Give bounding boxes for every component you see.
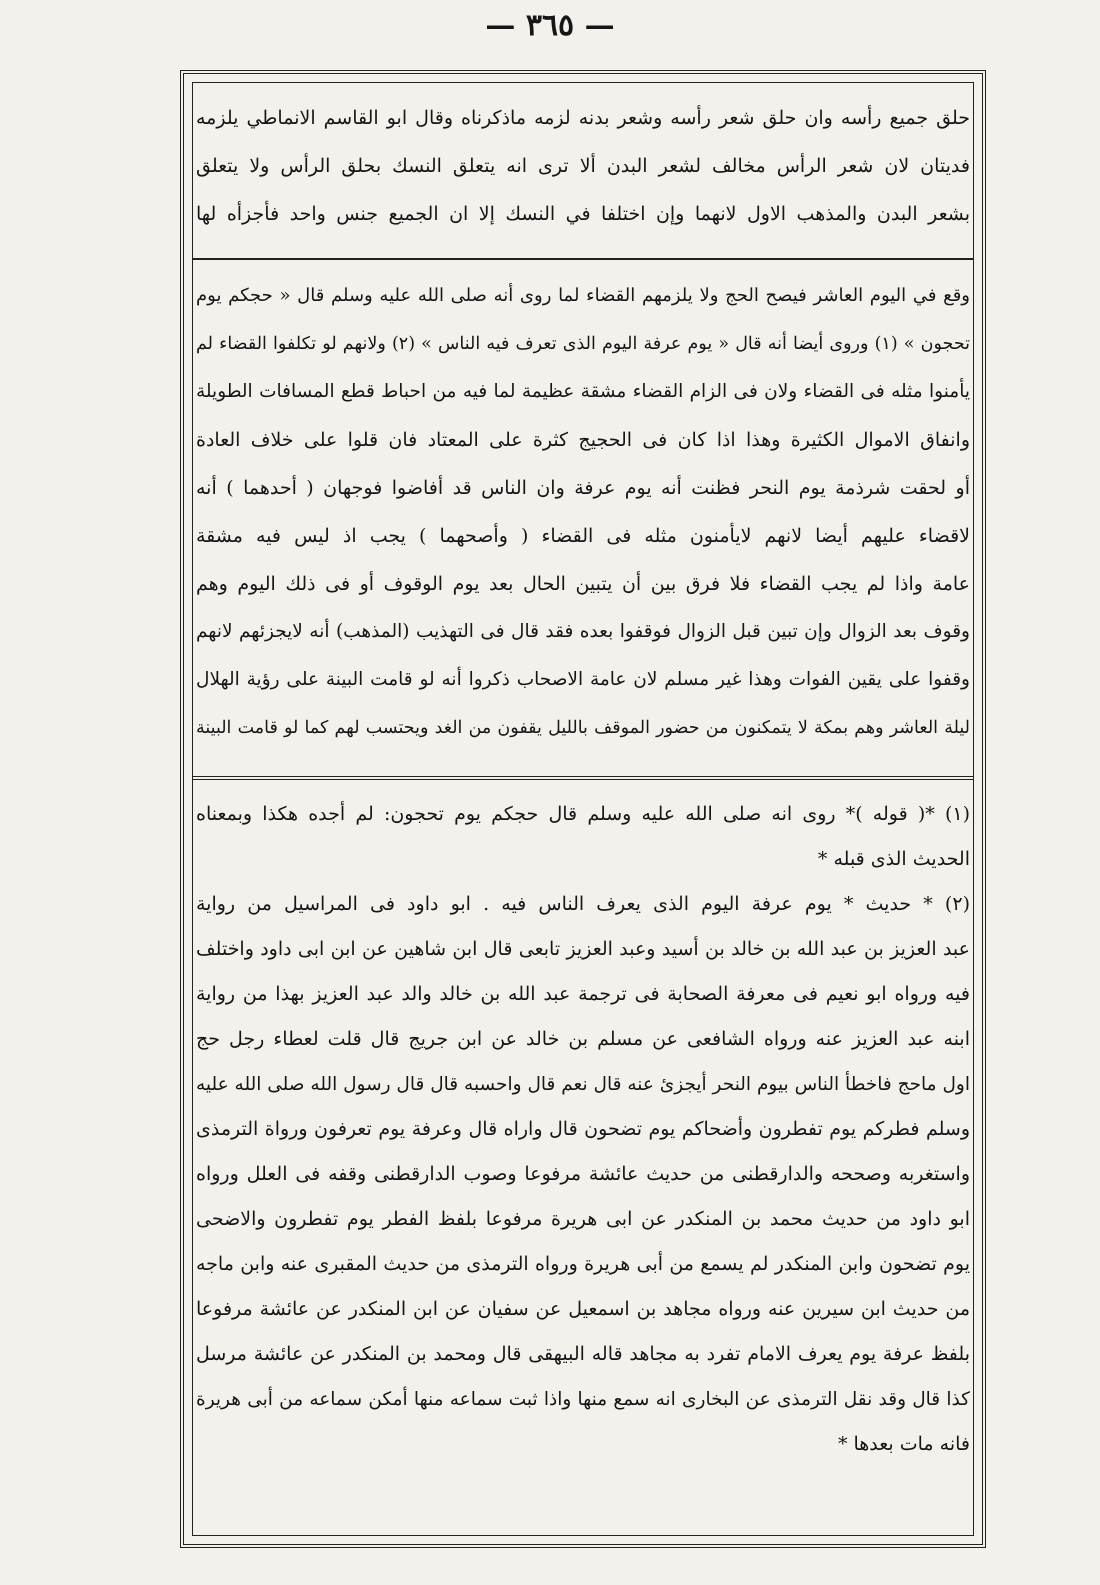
text-line: فديتان لان شعر الرأس مخالف لشعر البدن ألا ترى انه يتعلق النسك بحلق الرأس ولا يتعلق <box>196 155 970 177</box>
footnote-line: من حديث ابن سيرين عنه ورواه مجاهد بن اسمعيل عن سفيان عن ابن المنكدر عن عائشة مرفوعا <box>196 1298 970 1320</box>
text-line: وانفاق الاموال الكثيرة وهذا اذا كان فى الحجيج كثرة على المعتاد فان قلوا على خلاف العادة <box>196 429 970 451</box>
footnote-line: ابنه عبد العزيز عنه ورواه الشافعى عن مسلم بن خالد عن ابن جريج قال قلت لعطاء رجل حج <box>196 1028 970 1050</box>
footnote-line: (١) *( قوله )* روى انه صلى الله عليه وسلم قال حجكم يوم تحجون: لم أجده هكذا وبمعناه <box>196 803 970 825</box>
footnote-line: (٢) * حديث * يوم عرفة اليوم الذى يعرف الناس فيه . ابو داود فى المراسيل من رواية <box>196 893 970 915</box>
text-line: لاقضاء عليهم أيضا لانهم لايأمنون مثله فى القضاء ( وأصحهما ) يجب اذ ليس فيه مشقة <box>196 525 970 547</box>
page-number: — ٣٦٥ — <box>485 8 615 43</box>
footnote-line: عبد العزيز بن عبد الله بن خالد بن أسيد وعبد العزيز تابعى قال ابن شاهين عن ابن ابى داود واختلف <box>196 938 970 960</box>
footnote-line: بلفظ عرفة يوم يعرف الامام تفرد به مجاهد قاله البيهقى قال ومحمد بن المنكدر عن عائشة مرسل <box>196 1343 970 1365</box>
footnote-line: اول ماحج فاخطأ الناس بيوم النحر أيجزئ عنه قال نعم قال واحسبه قال قال رسول الله صلى الله عليه <box>196 1074 970 1095</box>
footnotes-block <box>196 792 970 1467</box>
text-line: عامة واذا لم يجب القضاء فلا فرق بين أن يتبين الحال بعد يوم الوقوف أو فى ذلك اليوم وهم <box>196 573 970 595</box>
footnote-line: ابو داود من حديث محمد بن المنكدر عن ابى هريرة مرفوعا بلفظ الفطر يوم تفطرون والاضحى <box>196 1208 970 1230</box>
footnote-line: فانه مات بعدها * <box>837 1433 970 1455</box>
text-line: وقع في اليوم العاشر فيصح الحج ولا يلزمهم القضاء لما روى أنه صلى الله عليه وسلم قال « حجكم يوم <box>196 285 970 306</box>
text-line: تحجون » (١) وروى أيضا أنه قال « يوم عرفة اليوم الذى تعرف فيه الناس » (٢) ولانهم لو تكلفوا القضاء لم <box>196 334 970 354</box>
text-line: وقوف بعد الزوال وإن تبين قبل الزوال فوقفوا بعده فقد قال فى التهذيب (المذهب) أنه لايجزئهم لانهم <box>196 621 970 642</box>
footnote-line: واستغربه وصححه والدارقطنى من حديث عائشة مرفوعا وصوب الدارقطنى وقفه فى العلل ورواه <box>196 1163 970 1185</box>
text-line: وقفوا على يقين الفوات وهذا غير مسلم لان عامة الاصحاب ذكروا أنه لو قامت البينة على رؤية الهلال <box>196 669 970 690</box>
footnote-line: الحديث الذى قبله * <box>817 848 970 870</box>
footnote-line: كذا قال وقد نقل الترمذى عن البخارى انه سمع منها واذا ثبت سماعه منها أمكن سماعه من أبى هريرة <box>196 1389 970 1410</box>
text-line: ليلة العاشر وهم بمكة لا يتمكنون من حضور الموقف بالليل يقفون من الغد ويحتسب لهم كما لو قامت البينة <box>196 718 970 738</box>
text-line: يأمنوا مثله فى القضاء ولان فى الزام القضاء مشقة عظيمة لما فيه من احباط قطع المسافات الطويلة <box>196 381 970 402</box>
text-line: أو لحقت شرذمة يوم النحر فظنت أنه يوم عرفة وان الناس قد أفاضوا فوجهان ( أحدهما ) أنه <box>196 477 970 499</box>
commentary-top-block <box>196 94 970 238</box>
main-text-block <box>196 272 970 752</box>
text-line: حلق جميع رأسه وان حلق شعر رأسه وشعر بدنه لزمه ماذكرناه وقال ابو القاسم الانماطي يلزمه <box>196 107 970 129</box>
text-line: بشعر البدن والمذهب الاول لانهما وإن اختلفا في النسك إلا ان الجميع جنس واحد فأجزأه لها <box>196 203 970 225</box>
footnote-line: يوم تضحون وابن المنكدر لم يسمع من أبى هريرة ورواه الترمذى من حديث المقبرى عنه وابن ماجه <box>196 1253 970 1275</box>
section-divider <box>192 258 974 260</box>
footnote-line: وسلم فطركم يوم تفطرون وأضحاكم يوم تضحون قال واراه قال وعرفة يوم تعرفون ورواة الترمذى <box>196 1118 970 1140</box>
footnote-divider <box>192 776 974 780</box>
footnote-line: فيه ورواه ابو نعيم فى معرفة الصحابة فى ترجمة عبد الله بن خالد والد عبد العزيز بهذا من رواية <box>196 983 970 1005</box>
